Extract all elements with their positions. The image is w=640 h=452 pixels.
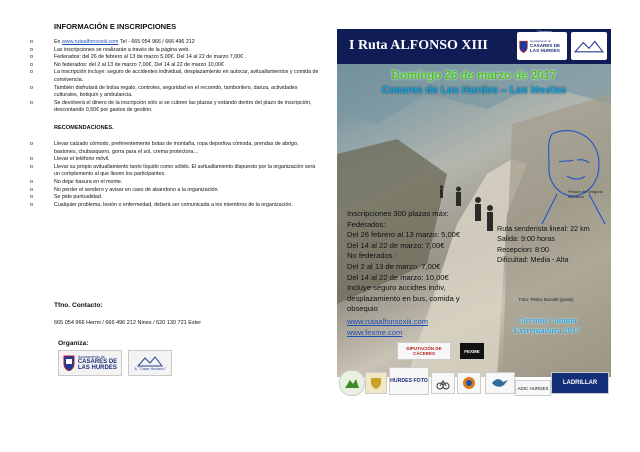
logo-name-line-1: CASARES DE — [77, 358, 118, 365]
list-item: o También disfrutará de bolsa regalo, controles, seguridad en el recorrido, tamborilero, danza, actividades culturales, botiquín y ambulancia. — [30, 85, 320, 100]
list-item-prefix: En — [54, 39, 62, 45]
sponsor-logo: FEXME — [459, 342, 485, 360]
bird-icon — [491, 377, 509, 389]
inscription-line: Del 2 al 13 de marzo: 7,00€ — [347, 261, 441, 271]
recommendations-heading: RECOMENDACIONES. — [54, 124, 114, 131]
logo-small-text: Ayuntamiento de — [530, 39, 551, 43]
sponsor-logo: LADRILLAR — [551, 372, 609, 394]
poster-title: I Ruta ALFONSO XIII — [349, 38, 488, 53]
inscription-line: obsequio — [347, 304, 378, 314]
logo-name-line-2: LAS HURDES — [530, 48, 560, 53]
list-item: o No perder el sendero y avisar en caso de abandono a la organización. — [30, 187, 320, 195]
route-line: Recepcion: 8:00 — [497, 244, 549, 254]
list-item: o Cualquier problema, lesión o enfermedad, deberá ser comunicada a los miembros de la organización. — [30, 202, 320, 210]
organizer-logos — [58, 350, 172, 376]
list-item: o La inscripción incluye: seguro de accidentes individual, desplazamiento en autocar, avituallamientos y comida de convivencia. — [30, 69, 320, 84]
circuit-line-1: Circuito Camina — [517, 316, 577, 325]
badge-icon — [462, 376, 476, 390]
inscription-line: No federados : — [347, 251, 397, 261]
circuit-badge — [493, 316, 601, 335]
sponsor-logo: DIPUTACIÓN DE CÁCERES — [397, 342, 451, 360]
website-link[interactable]: www.rutaalfonsoxiii.com — [347, 317, 429, 326]
info-column — [30, 22, 320, 209]
sponsor-logos — [337, 342, 611, 402]
route-line: Dificultad: Media - Alta — [497, 255, 569, 265]
sponsor-logo: HURDES FOTO — [389, 367, 429, 395]
sponsor-emblem — [365, 372, 387, 394]
info-heading: INFORMACIÓN E INSCRIPCIONES — [54, 22, 177, 31]
logo-name-line-1: CASARES DE — [530, 43, 561, 48]
list-item: o Llevar calzado cómodo, preferentemente botas de montaña, ropa deportiva cómoda, prendas de abrigo, bastones, chubasquero, gorra para el sol, crema protectora… — [30, 141, 320, 156]
phone-text: Tel - 665 054 966 / 666 496 212 — [118, 39, 195, 45]
list-item: o Las inscripciones se realizarán a través de la página web. — [30, 47, 320, 55]
inscription-line: Del 14 al 22 de marzo: 10,00€ — [347, 272, 449, 282]
sponsor-emblem — [457, 372, 481, 394]
list-item: o No dejar basura en el monte. — [30, 179, 320, 187]
mountain-icon — [574, 38, 604, 54]
list-item: o Se pide puntualidad. — [30, 194, 320, 202]
inscription-line: Incluye seguro accidtes indiv, — [347, 283, 446, 293]
sketch-caption: Pintura de Gregorio Marañón — [568, 189, 603, 199]
sponsor-emblem — [339, 370, 365, 396]
mountain-icon — [344, 377, 360, 389]
coat-of-arms-icon — [519, 40, 528, 53]
casares-logo — [58, 350, 122, 376]
list-item — [30, 39, 320, 47]
poster-header — [337, 29, 611, 64]
organiza-title: Organiza: — [58, 340, 89, 347]
route-details — [497, 224, 609, 266]
inscription-line: Federados: — [347, 219, 386, 229]
event-place: Casares de Las Hurdes – Las Mestas — [381, 84, 567, 96]
list-item: o Llevar el teléfono móvil. — [30, 156, 320, 164]
inscription-line: desplazamiento en bus, comida y — [347, 293, 460, 303]
route-line: Ruta senderista lineal: 22 km — [497, 224, 590, 233]
route-line: Salida: 9:00 horas — [497, 234, 555, 244]
contact-title: Tfno. Contacto: — [54, 302, 103, 309]
website-link[interactable]: www.rutaalfonsoxiii.com — [61, 39, 119, 45]
list-item: o Federados: del 26 de febrero al 13 de marzo 5,00€. Del 14 al 22 de marzo 7,00€ . — [30, 54, 320, 62]
coat-of-arms-icon — [63, 355, 75, 371]
event-poster — [337, 29, 611, 377]
list-item: o No federados: del 2 al 13 de marzo 7,00€. Del 14 al 22 de marzo 10,00€ — [30, 62, 320, 70]
inscription-line: Del 26 febrero al 13 marzo: 5,00€ — [347, 230, 461, 240]
inscription-line: Del 14 al 22 de marzo: 7,00€ — [347, 240, 445, 250]
header-association-logo — [571, 32, 607, 60]
logo-small-text: Ayuntamiento de — [77, 354, 105, 359]
inscriptions-block — [347, 209, 497, 315]
sponsor-emblem — [431, 372, 455, 394]
event-date: Domingo 26 de marzo de 2017 — [391, 70, 557, 82]
association-logo — [128, 350, 172, 376]
logo-name-line-2: LAS HURDES — [77, 365, 117, 371]
mountain-icon — [137, 355, 163, 367]
shield-icon — [370, 377, 382, 389]
photo-credit: Foto: Pedro Montiel (gratis) — [519, 297, 574, 302]
header-casares-logo — [517, 32, 567, 60]
circuit-line-2: Extremadura 2017 — [513, 325, 581, 335]
association-name: A. "Casar Hurdano" — [134, 367, 166, 371]
cyclist-icon — [436, 376, 450, 390]
sponsor-emblem — [485, 372, 515, 394]
list-item: o Llevar su propio avituallamiento tanto líquido como sólido. El avituallamiento dispuesto por la organización será un complemento al que lleven los participantes. — [30, 164, 320, 179]
list-item: o Se devolverá el dinero de la inscripción sólo si se cubren las plazas y estando dentro del plazo de inscripción, descontando 0,50€ por gastos de gestión. — [30, 100, 320, 115]
inscription-line: Inscripciones 300 plazas máx: — [347, 209, 449, 218]
info-list — [30, 39, 320, 115]
sponsor-logo: ADIC HURDES — [515, 380, 551, 396]
recommendations-list — [30, 141, 320, 209]
contact-phones: 665 054 966 Hermi / 666 496 212 Nines / 620 130 721 Ester — [54, 320, 202, 326]
fexme-link[interactable]: www.fexme.com — [347, 328, 403, 337]
